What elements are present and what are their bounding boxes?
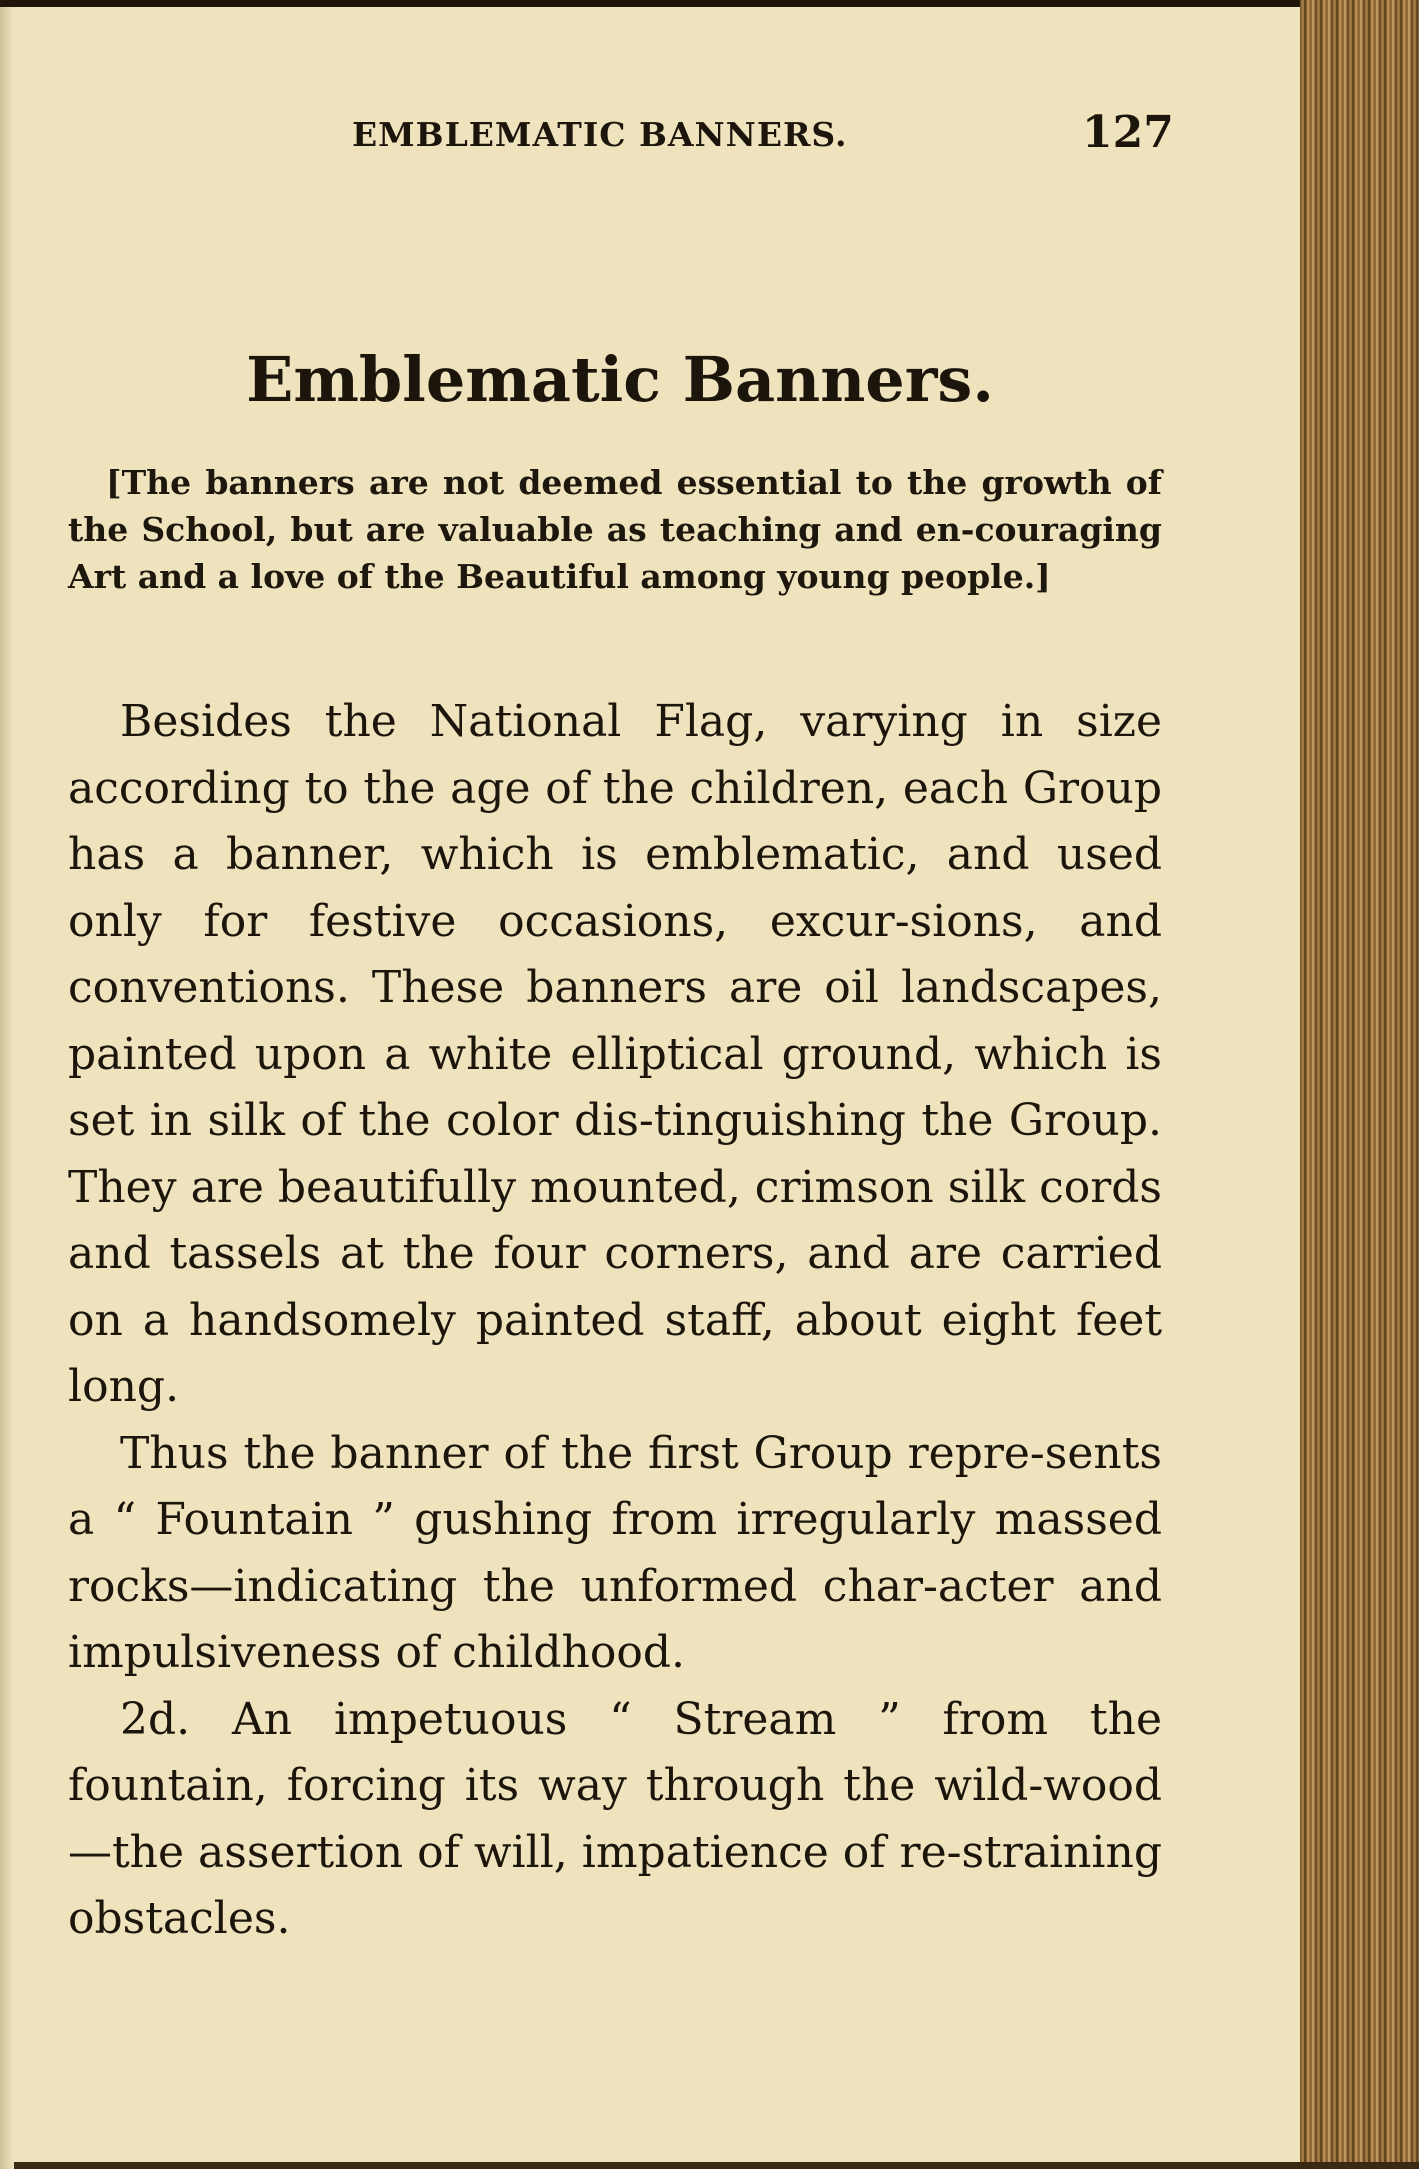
- running-head: EMBLEMATIC BANNERS.: [352, 115, 848, 154]
- preface-note: [68, 459, 1162, 600]
- preface-note-text: [The banners are not deemed essential to the growth of the School, but are valuable as teaching and en-couraging Art and a love of the Beautiful among young people.]: [68, 463, 1162, 596]
- paragraph-3: 2d. An impetuous “ Stream ” from the fountain, forcing its way through the wild-wood—the assertion of will, impatience of re-straining obstacles.: [68, 1693, 1162, 1944]
- chapter-title: Emblematic Banners.: [246, 343, 994, 416]
- page-number: 127: [1082, 107, 1174, 158]
- page-edges: [1300, 0, 1419, 2162]
- gutter-shadow: [0, 7, 14, 2169]
- paragraph-2: Thus the banner of the first Group repre-sents a “ Fountain ” gushing from irregularly massed rocks—indicating the unformed char-acter and impulsiveness of childhood.: [68, 1427, 1162, 1678]
- paragraph-1: Besides the National Flag, varying in size according to the age of the children, each Group has a banner, which is emblematic, and used only for festive occasions, excur-sions, and conventions. These banners are oil landscapes, painted upon a white elliptical ground, which is set in silk of the color dis-tinguishing the Group. They are beautifully mounted, crimson silk cords and tassels at the four corners, and are carried on a handsomely painted staff, about eight feet long.: [68, 696, 1162, 1412]
- body-text: [68, 689, 1162, 1953]
